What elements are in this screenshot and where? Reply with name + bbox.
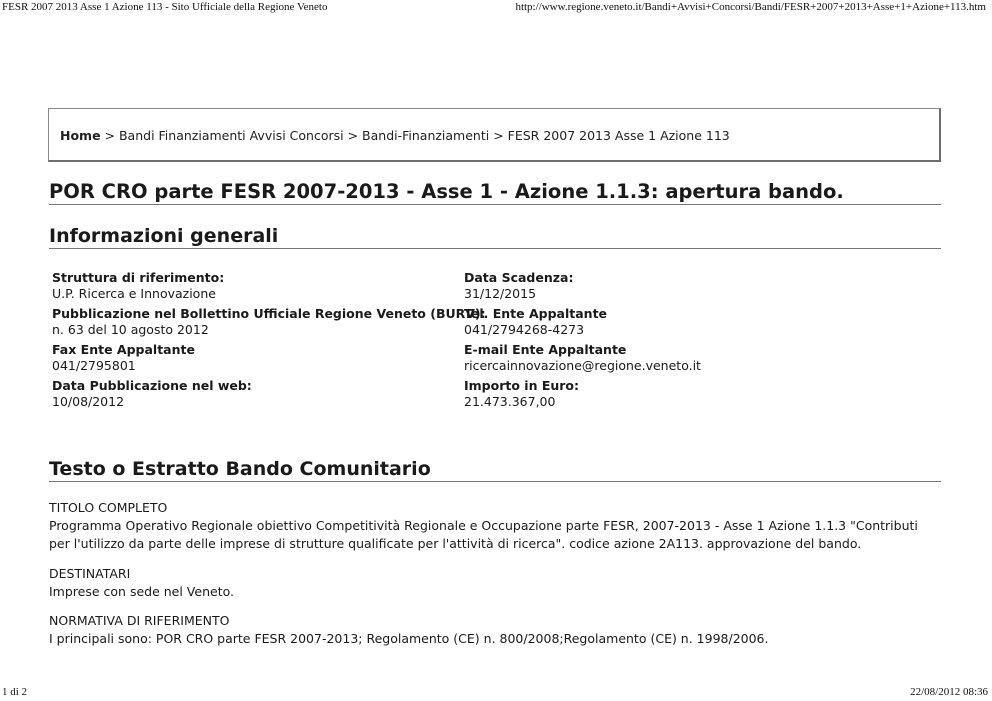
info-label: Tel. Ente Appaltante <box>464 306 608 321</box>
info-label: Struttura di riferimento: <box>52 270 225 285</box>
breadcrumb <box>60 128 730 143</box>
breadcrumb-box <box>48 108 941 162</box>
info-value: 10/08/2012 <box>52 394 125 409</box>
print-page-title: FESR 2007 2013 Asse 1 Azione 113 - Sito Ufficiale della Regione Veneto <box>2 1 328 13</box>
info-section-heading: Informazioni generali <box>49 225 941 249</box>
info-value: 041/2794268-4273 <box>464 322 585 337</box>
breadcrumb-separator: > <box>100 128 119 143</box>
normativa-heading: NORMATIVA DI RIFERIMENTO <box>49 613 230 628</box>
page-title: POR CRO parte FESR 2007-2013 - Asse 1 - Azione 1.1.3: apertura bando. <box>49 180 941 205</box>
destinatari-section <box>49 565 939 601</box>
info-fax <box>52 342 486 374</box>
print-header <box>0 0 992 14</box>
info-email-value[interactable]: ricercainnovazione@regione.veneto.it <box>464 358 701 373</box>
info-label: Pubblicazione nel Bollettino Ufficiale Regione Veneto (BURV): <box>52 306 486 321</box>
info-label: Importo in Euro: <box>464 378 580 393</box>
info-value: 21.473.367,00 <box>464 394 556 409</box>
info-label: Fax Ente Appaltante <box>52 342 195 357</box>
print-footer <box>0 686 992 700</box>
normativa-section <box>49 612 939 648</box>
breadcrumb-item-current: FESR 2007 2013 Asse 1 Azione 113 <box>507 128 730 143</box>
breadcrumb-home-link[interactable]: Home <box>60 128 101 143</box>
breadcrumb-separator: > <box>489 128 508 143</box>
breadcrumb-item-bandi-finanziamenti-avvisi-concorsi[interactable]: Bandi Finanziamenti Avvisi Concorsi <box>118 128 344 143</box>
info-column-right <box>464 270 701 414</box>
titolo-completo-line: per l'utilizzo da parte delle imprese di strutture qualificate per l'attività di ricerca". codice azione 2A113. approvazione del bando. <box>49 536 862 551</box>
info-data-scadenza <box>464 270 701 302</box>
titolo-completo-section <box>49 499 939 553</box>
titolo-completo-heading: TITOLO COMPLETO <box>49 500 168 515</box>
titolo-completo-line: Programma Operativo Regionale obiettivo Competitività Regionale e Occupazione parte FESR, 2007-2013 - Asse 1 Azione 1.1.3 "Contributi <box>49 518 918 533</box>
normativa-text: I principali sono: POR CRO parte FESR 2007-2013; Regolamento (CE) n. 800/2008;Regolamento (CE) n. 1998/2006. <box>49 631 769 646</box>
info-value: 041/2795801 <box>52 358 136 373</box>
print-page-number: 1 di 2 <box>2 686 28 698</box>
breadcrumb-separator: > <box>343 128 363 143</box>
info-telefono <box>464 306 701 338</box>
info-data-pubblicazione-web <box>52 378 486 410</box>
info-value: U.P. Ricerca e Innovazione <box>52 286 216 301</box>
bando-section-heading: Testo o Estratto Bando Comunitario <box>49 458 941 482</box>
info-importo <box>464 378 701 410</box>
print-timestamp: 22/08/2012 08:36 <box>910 686 988 698</box>
info-struttura <box>52 270 486 302</box>
info-label: E-mail Ente Appaltante <box>464 342 627 357</box>
print-page-url: http://www.regione.veneto.it/Bandi+Avvisi+Concorsi/Bandi/FESR+2007+2013+Asse+1+Azione+113.htm <box>515 1 986 13</box>
info-value: 31/12/2015 <box>464 286 537 301</box>
info-column-left <box>52 270 486 414</box>
info-label: Data Pubblicazione nel web: <box>52 378 252 393</box>
info-label: Data Scadenza: <box>464 270 574 285</box>
info-value: n. 63 del 10 agosto 2012 <box>52 322 209 337</box>
breadcrumb-item-bandi-finanziamenti[interactable]: Bandi-Finanziamenti <box>362 128 490 143</box>
destinatari-text: Imprese con sede nel Veneto. <box>49 584 234 599</box>
info-email <box>464 342 701 374</box>
info-pubblicazione-burv <box>52 306 486 338</box>
destinatari-heading: DESTINATARI <box>49 566 131 581</box>
